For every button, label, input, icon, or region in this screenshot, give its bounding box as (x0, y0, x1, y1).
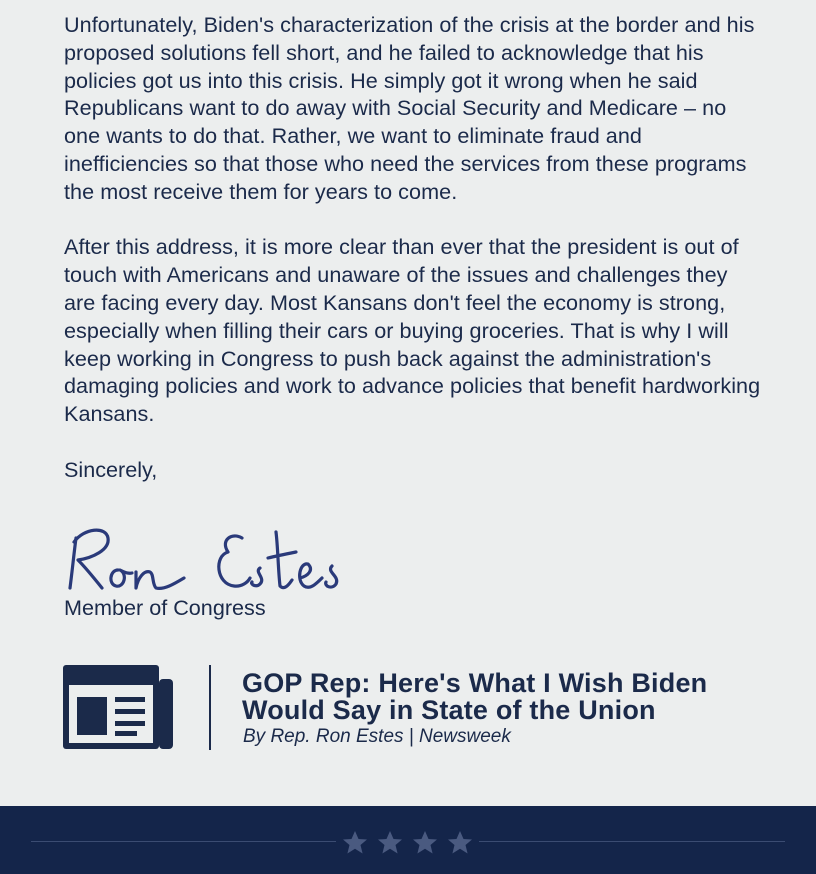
star-icon (413, 831, 437, 854)
footer-rule-left (31, 841, 336, 842)
letter-closing: Sincerely, (64, 456, 158, 482)
letter-paragraph-2: After this address, it is more clear than ever that the president is out of touch with Americans and unaware of the issues and challenges they are facing every day. Most Kansans don't feel the economy is strong, especially when filling their cars or buying groceries. That is why I will keep working in Congress to push back against the administration's damaging policies and work to advance policies that benefit hardworking Kansans. (64, 234, 761, 427)
letter-paragraph-1: Unfortunately, Biden's characterization of the crisis at the border and his proposed solutions fell short, and he failed to acknowledge that his policies got us into this crisis. He simply got it wrong when he said Republicans want to do away with Social Security and Medicare – no one wants to do that. Rather, we want to eliminate fraud and inefficiencies so that those who need the services from these programs the most receive them for years to come. (64, 12, 755, 204)
letter-body (64, 11, 764, 484)
star-icon (378, 831, 402, 854)
article-title-line-1: GOP Rep: Here's What I Wish Biden (242, 668, 708, 698)
footer-rule-right (479, 841, 785, 842)
star-icon (343, 831, 367, 854)
article-divider (209, 665, 211, 750)
article-title-line-2: Would Say in State of the Union (242, 695, 656, 725)
footer-banner (0, 806, 816, 874)
stars-row (338, 830, 478, 854)
article-byline: By Rep. Ron Estes | Newsweek (243, 726, 511, 747)
article-link[interactable] (63, 664, 763, 754)
star-icon (448, 831, 472, 854)
signature-title: Member of Congress (64, 595, 266, 620)
article-title[interactable] (242, 670, 707, 724)
newspaper-icon (63, 665, 175, 754)
handwritten-signature (64, 518, 354, 598)
signature (64, 518, 354, 603)
